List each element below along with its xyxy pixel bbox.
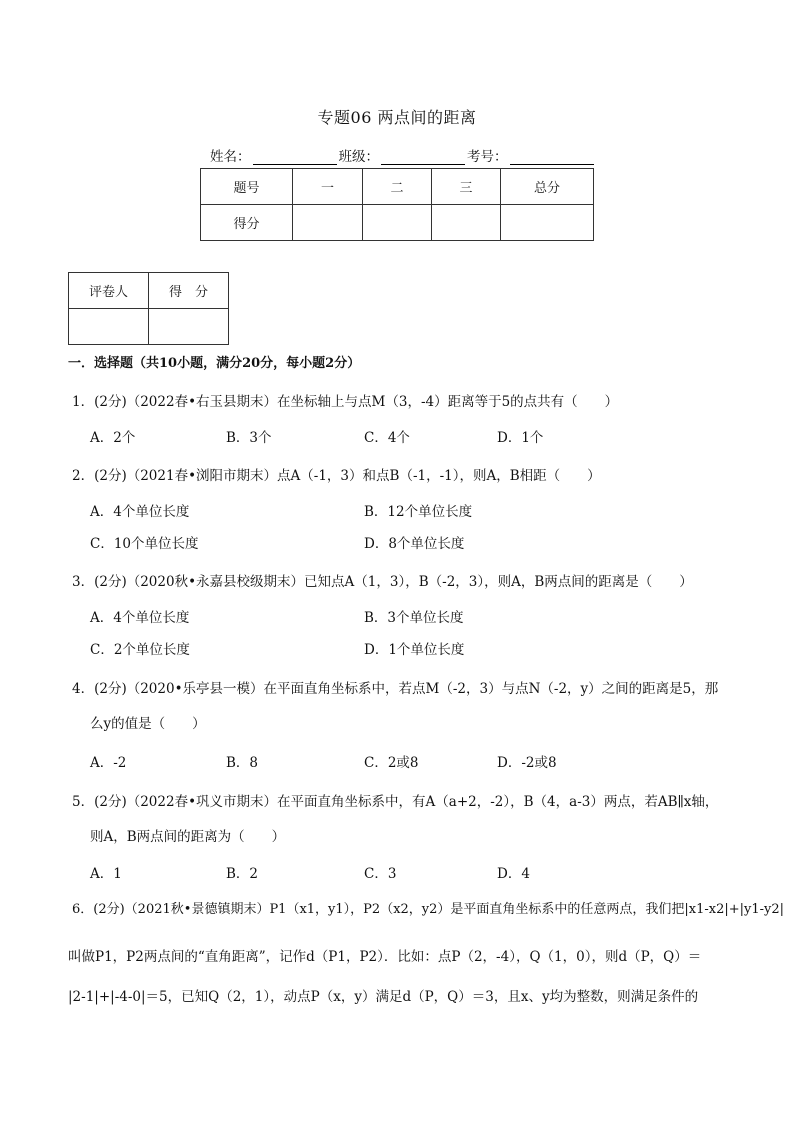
id-blank — [510, 150, 594, 165]
q2-option-a: A．4个单位长度 — [90, 504, 190, 520]
q3-option-d: D．1个单位长度 — [364, 642, 465, 658]
header-cell: 一 — [293, 169, 363, 205]
score-cell — [501, 205, 594, 241]
question-5-stem-line1: 5．(2分)（2022春•巩义市期末）在平面直角坐标系中，有A（a+2，-2），B（4，a-3）两点，若AB∥x轴， — [72, 794, 719, 810]
q1-option-a: A．2个 — [90, 430, 136, 446]
score-value-row — [201, 205, 594, 241]
header-cell: 题号 — [201, 169, 293, 205]
question-4-stem-line2: 么y的值是（ ） — [90, 716, 206, 732]
id-label: 考号： — [467, 149, 508, 165]
q5-option-a: A．1 — [90, 866, 122, 882]
q2-option-c: C．10个单位长度 — [90, 536, 199, 552]
score-header-row — [201, 169, 594, 205]
q4-option-a: A．-2 — [90, 755, 127, 771]
grader-label: 评卷人 — [69, 273, 149, 309]
grader-table — [68, 272, 229, 345]
q5-option-c: C．3 — [364, 866, 397, 882]
points-cell — [149, 309, 229, 345]
score-cell — [363, 205, 432, 241]
q2-option-d: D．8个单位长度 — [364, 536, 465, 552]
q4-option-b: B．8 — [226, 755, 259, 771]
question-3-stem: 3．(2分)（2020秋•永嘉县校级期末）已知点A（1，3），B（-2，3），则A，B两点间的距离是（ ） — [72, 574, 693, 590]
question-6-stem-line3: |2-1|+|-4-0|＝5，已知Q（2，1），动点P（x，y）满足d（P，Q）＝3，且x、y均为整数，则满足条件的 — [68, 989, 699, 1005]
q1-option-c: C．4个 — [364, 430, 410, 446]
student-info-line — [210, 145, 596, 165]
q1-option-d: D．1个 — [497, 430, 544, 446]
header-cell: 二 — [363, 169, 432, 205]
q5-option-b: B．2 — [226, 866, 259, 882]
name-label: 姓名： — [210, 149, 251, 165]
question-1-stem: 1．(2分)（2022春•右玉县期末）在坐标轴上与点M（3，-4）距离等于5的点共有（ ） — [72, 394, 619, 410]
row-label: 得分 — [201, 205, 293, 241]
question-6-stem-line1: 6．(2分)（2021秋•景德镇期末）P1（x1，y1），P2（x2，y2）是平面直角坐标系中的任意两点，我们把|x1-x2|+|y1-y2| — [72, 902, 785, 917]
q5-option-d: D．4 — [497, 866, 530, 882]
score-cell — [293, 205, 363, 241]
question-2-stem: 2．(2分)（2021春•浏阳市期末）点A（-1，3）和点B（-1，-1），则A，B相距（ ） — [72, 468, 601, 484]
question-4-stem-line1: 4．(2分)（2020•乐亭县一模）在平面直角坐标系中，若点M（-2，3）与点N（-2，y）之间的距离是5，那 — [72, 681, 719, 697]
question-5-stem-line2: 则A，B两点间的距离为（ ） — [90, 829, 286, 845]
q3-option-c: C．2个单位长度 — [90, 642, 190, 658]
q1-option-b: B．3个 — [226, 430, 272, 446]
score-cell — [432, 205, 501, 241]
grader-cell — [69, 309, 149, 345]
q2-option-b: B．12个单位长度 — [364, 504, 473, 520]
points-label: 得 分 — [149, 273, 229, 309]
class-label: 班级： — [338, 149, 379, 165]
q4-option-c: C．2或8 — [364, 755, 419, 771]
question-6-stem-line2: 叫做P1，P2两点间的“直角距离”，记作d（P1，P2）．比如：点P（2，-4），Q（1，0），则d（P，Q）＝ — [68, 949, 702, 965]
class-blank — [381, 150, 465, 165]
q3-option-a: A．4个单位长度 — [90, 610, 190, 626]
q3-option-b: B．3个单位长度 — [364, 610, 464, 626]
header-cell: 三 — [432, 169, 501, 205]
name-blank — [253, 150, 337, 165]
header-cell: 总分 — [501, 169, 594, 205]
score-table — [200, 168, 594, 241]
section-heading: 一．选择题（共10小题，满分20分，每小题2分） — [68, 356, 361, 371]
q4-option-d: D．-2或8 — [497, 755, 557, 771]
page-title: 专题06 两点间的距离 — [317, 108, 477, 127]
